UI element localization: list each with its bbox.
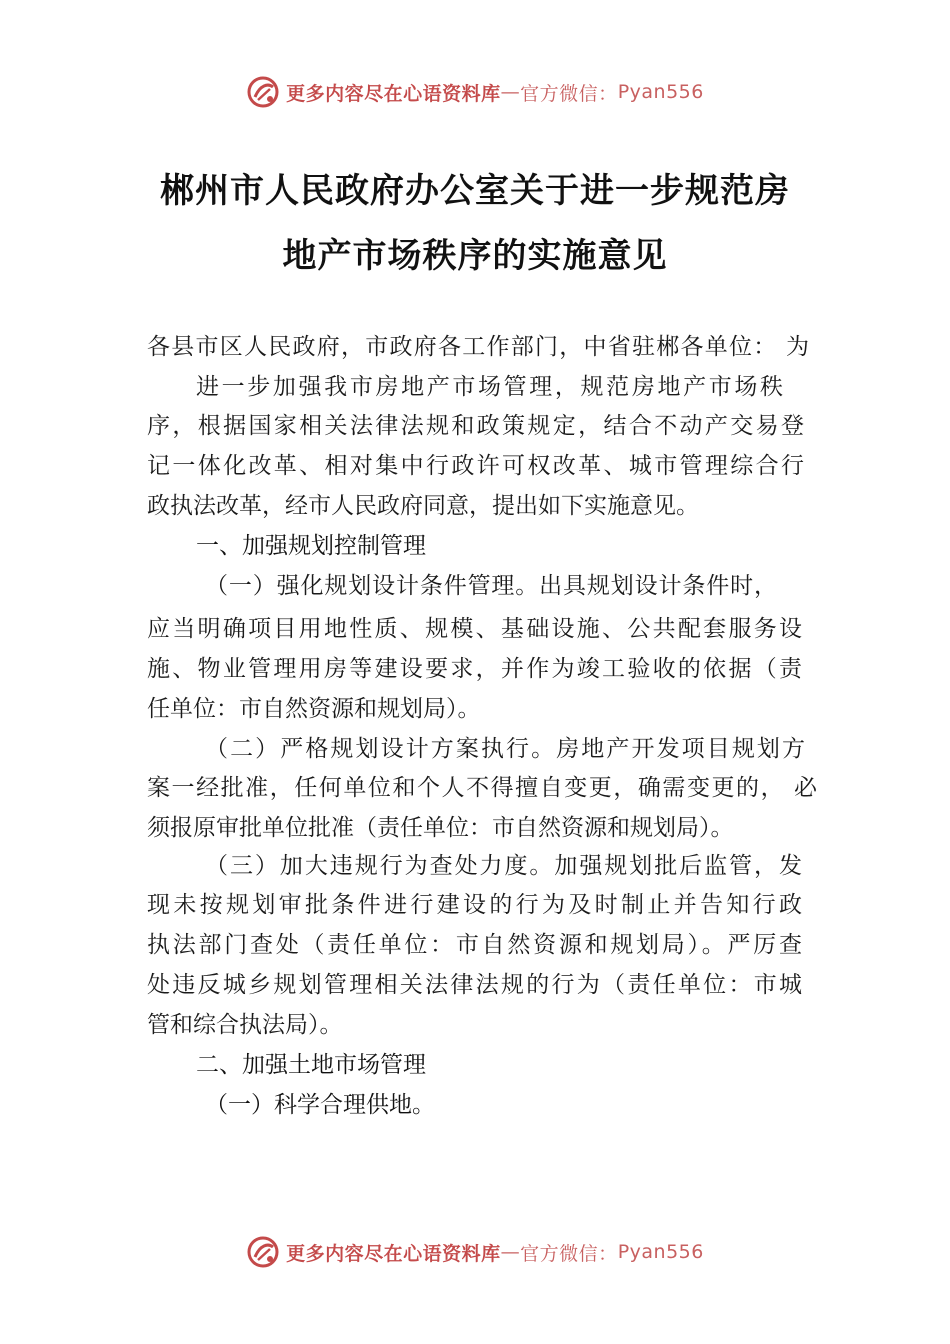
paragraph-line: 管和综合执法局）。	[147, 1012, 343, 1038]
watermark-wechat-label: 官方微信：	[520, 1242, 618, 1265]
paragraph-line: 施、物业管理用房等建设要求，并作为竣工验收的依据（责	[147, 656, 802, 682]
paragraph-line: 须报原审批单位批准（责任单位：市自然资源和规划局）。	[147, 815, 734, 841]
intro-line: 序，根据国家相关法律法规和政策规定，结合不动产交易登	[147, 413, 804, 439]
watermark-banner-bottom	[0, 1232, 950, 1272]
watermark-separator: —	[500, 1241, 521, 1263]
paragraph-line: （二）严格规划设计方案执行。房地产开发项目规划方	[205, 736, 805, 762]
document-title-line1: 郴州市人民政府办公室关于进一步规范房	[160, 171, 790, 211]
watermark-banner-top	[0, 72, 950, 112]
section-heading-1: 一、加强规划控制管理	[196, 533, 426, 559]
watermark-text: 更多内容尽在心语资料库	[286, 82, 501, 105]
addressee-line: 各县市区人民政府，市政府各工作部门，中省驻郴各单位： 为	[147, 334, 809, 360]
watermark-wechat-id: Pyan556	[617, 81, 704, 103]
watermark-logo-icon	[246, 1235, 280, 1269]
paragraph-line: （三）加大违规行为查处力度。加强规划批后监管，发	[205, 853, 802, 879]
paragraph-line: 现未按规划审批条件进行建设的行为及时制止并告知行政	[147, 892, 802, 918]
watermark-logo-icon	[246, 75, 280, 109]
intro-line: 记一体化改革、相对集中行政许可权改革、城市管理综合行	[147, 453, 804, 479]
paragraph-line: （一）强化规划设计条件管理。出具规划设计条件时，	[205, 573, 777, 599]
watermark-wechat-label: 官方微信：	[520, 82, 618, 105]
watermark-separator: —	[500, 81, 521, 103]
watermark-text: 更多内容尽在心语资料库	[286, 1242, 501, 1265]
watermark-wechat-id: Pyan556	[617, 1241, 704, 1263]
paragraph-line: 处违反城乡规划管理相关法律法规的行为（责任单位：市城	[147, 972, 802, 998]
section-heading-2: 二、加强土地市场管理	[196, 1052, 426, 1078]
paragraph-line: 任单位：市自然资源和规划局）。	[147, 696, 481, 722]
document-title-line2: 地产市场秩序的实施意见	[282, 236, 668, 276]
intro-line: 进一步加强我市房地产市场管理，规范房地产市场秩	[196, 374, 783, 400]
subsection-heading: （一）科学合理供地。	[205, 1092, 435, 1118]
intro-line: 政执法改革，经市人民政府同意，提出如下实施意见。	[147, 493, 699, 519]
paragraph-line: 应当明确项目用地性质、规模、基础设施、公共配套服务设	[147, 616, 802, 642]
paragraph-line: 执法部门查处（责任单位：市自然资源和规划局）。严厉查	[147, 932, 802, 958]
paragraph-line: 案一经批准，任何单位和个人不得擅自变更，确需变更的， 必	[147, 775, 817, 801]
